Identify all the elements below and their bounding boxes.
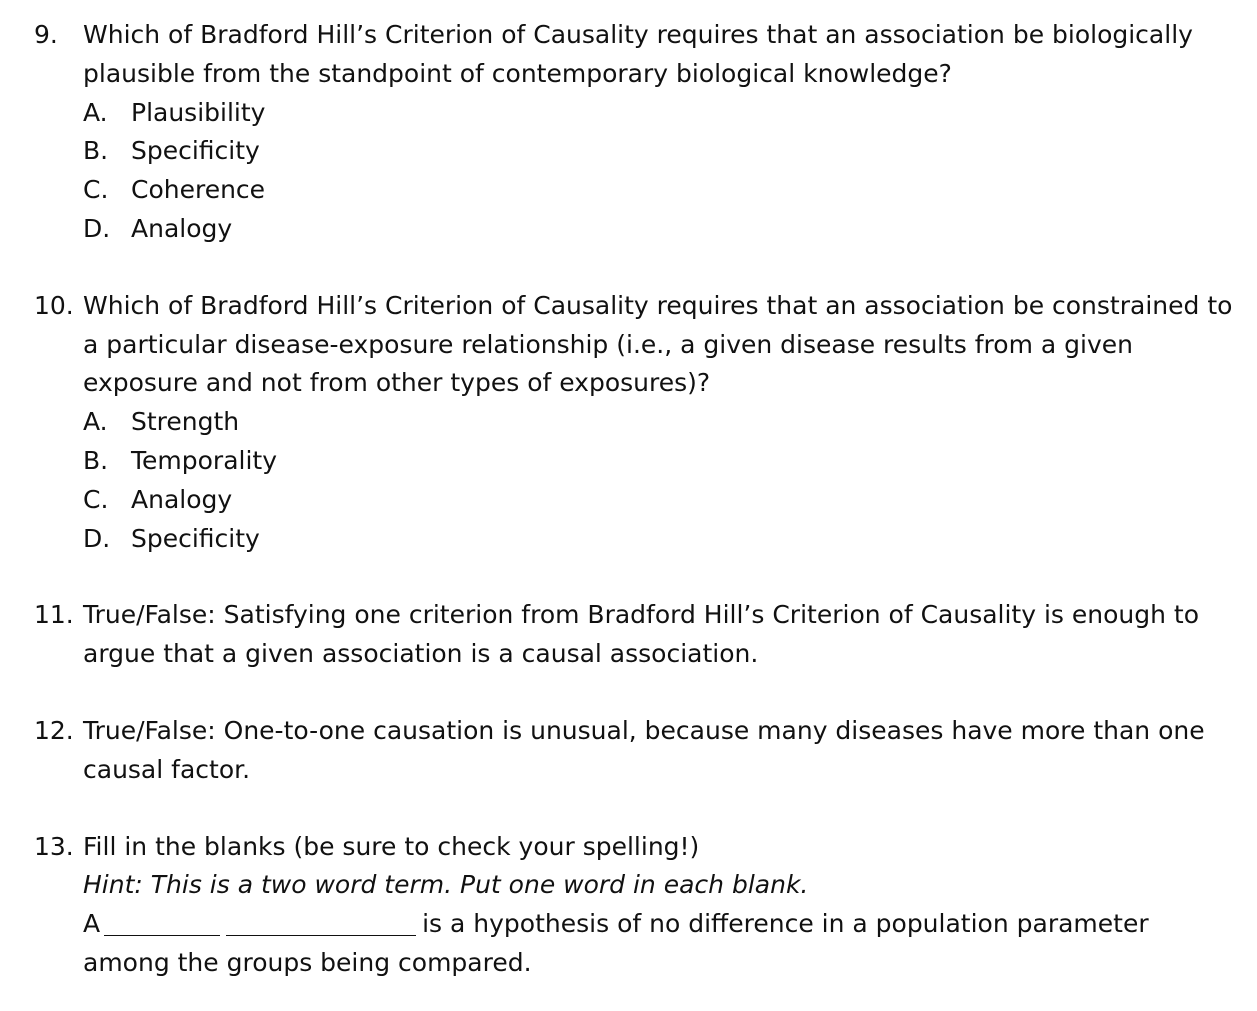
blank-2[interactable] [226,909,416,936]
question-sheet [0,16,1257,983]
option-d[interactable] [83,520,1237,559]
option-b[interactable] [83,132,1237,171]
fill-in-sentence [83,905,1237,983]
option-letter: B. [83,136,109,166]
option-letter: C. [83,484,109,514]
option-text: Strength [131,407,240,437]
answer-options [83,94,1237,249]
question-text: Which of Bradford Hill’s Criterion of Causality requires that an association be biologically plausible from the standpoint of contemporary biological knowledge? [83,20,1193,88]
option-c[interactable] [83,481,1237,520]
question-text: Which of Bradford Hill’s Criterion of Causality requires that an association be constrained to a particular disease-exposure relationship (i.e., a given disease results from a given exposure and not from other types of exposures)? [83,290,1233,398]
sentence-end: is a hypothesis of no difference in a population parameter among the groups being compared. [83,909,1149,977]
option-b[interactable] [83,442,1237,481]
option-text: Analogy [131,484,233,514]
question-hint: Hint: This is a two word term. Put one word in each blank. [83,870,809,900]
option-letter: A. [83,407,108,437]
option-c[interactable] [83,171,1237,210]
question-12 [0,712,1257,790]
blank-1[interactable] [104,909,220,936]
spacer [0,674,1257,712]
option-text: Plausibility [131,97,266,127]
spacer [0,558,1257,596]
option-text: Specificity [131,523,260,553]
question-10 [0,287,1257,559]
option-letter: A. [83,97,108,127]
answer-options [83,403,1237,558]
question-number: 13. [34,831,74,861]
question-text: Fill in the blanks (be sure to check your spelling!) [83,831,700,861]
option-d[interactable] [83,210,1237,249]
question-number: 10. [34,290,74,320]
option-letter: D. [83,523,111,553]
option-a[interactable] [83,94,1237,133]
option-letter: C. [83,175,109,205]
question-number: 11. [34,600,74,630]
option-text: Analogy [131,213,233,243]
sentence-start: A [83,909,101,939]
option-a[interactable] [83,403,1237,442]
question-number: 9. [34,20,58,49]
question-text: True/False: One-to-one causation is unusual, because many diseases have more than one causal factor. [83,715,1205,784]
question-13 [0,828,1257,983]
question-text: True/False: Satisfying one criterion from Bradford Hill’s Criterion of Causality is enough to argue that a given association is a causal association. [83,600,1200,669]
spacer [0,249,1257,287]
option-letter: D. [83,213,111,243]
question-number: 12. [34,715,74,745]
option-text: Temporality [131,445,278,475]
option-text: Specificity [131,136,260,166]
spacer [0,790,1257,828]
option-letter: B. [83,445,109,475]
option-text: Coherence [131,175,266,205]
question-9 [0,16,1257,249]
question-11 [0,596,1257,674]
